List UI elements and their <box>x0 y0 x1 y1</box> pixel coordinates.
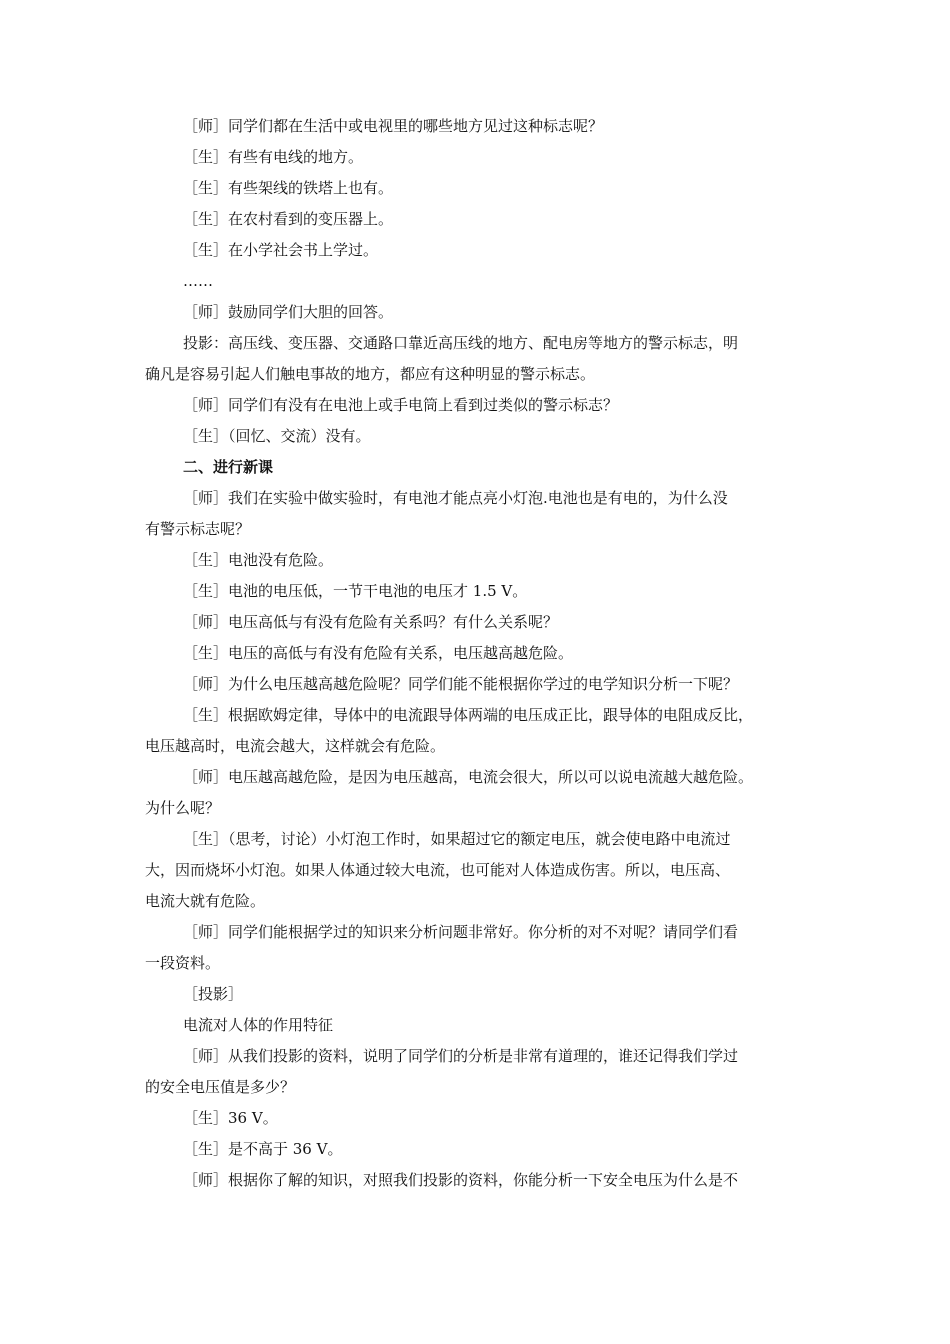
text-line: ［生］36 V。 <box>183 1109 278 1127</box>
text-line: 电流对人体的作用特征 <box>183 1016 334 1034</box>
text-line: ［生］电池没有危险。 <box>183 551 334 569</box>
text-line: ［师］同学们有没有在电池上或手电筒上看到过类似的警示标志？ <box>183 396 619 414</box>
text-line: ［师］鼓励同学们大胆的回答。 <box>183 303 394 321</box>
text-line: 的安全电压值是多少？ <box>145 1078 296 1096</box>
text-line: 确凡是容易引起人们触电事故的地方，都应有这种明显的警示标志。 <box>145 365 596 383</box>
text-line: ［生］有些架线的铁塔上也有。 <box>183 179 394 197</box>
text-line: ［生］电压的高低与有没有危险有关系，电压越高越危险。 <box>183 644 574 662</box>
text-line: …… <box>183 272 213 290</box>
text-line: ［生］有些有电线的地方。 <box>183 148 364 166</box>
text-line: ［师］电压越高越危险，是因为电压越高，电流会很大，所以可以说电流越大越危险。 <box>183 768 754 786</box>
text-line: ［生］在小学社会书上学过。 <box>183 241 379 259</box>
text-line: ［生］（思考，讨论）小灯泡工作时，如果超过它的额定电压，就会使电路中电流过 <box>183 830 731 848</box>
text-line: 一段资料。 <box>145 954 221 972</box>
text-line: ［投影］ <box>183 985 244 1003</box>
text-line: ［师］从我们投影的资料，说明了同学们的分析是非常有道理的，谁还记得我们学过 <box>183 1047 739 1065</box>
text-line: 为什么呢？ <box>145 799 221 817</box>
text-line: 投影：高压线、变压器、交通路口靠近高压线的地方、配电房等地方的警示标志，明 <box>183 334 739 352</box>
text-line: ［生］在农村看到的变压器上。 <box>183 210 394 228</box>
text-line: 电压越高时，电流会越大，这样就会有危险。 <box>145 737 446 755</box>
document-body <box>145 111 810 1196</box>
text-line: ［生］电池的电压低，一节干电池的电压才 1.5 V。 <box>183 582 528 600</box>
text-line: ［师］电压高低与有没有危险有关系吗？有什么关系呢？ <box>183 613 559 631</box>
text-line: 电流大就有危险。 <box>145 892 266 910</box>
text-line: 大，因而烧坏小灯泡。如果人体通过较大电流，也可能对人体造成伤害。所以，电压高、 <box>145 861 731 879</box>
text-line: ［生］（回忆、交流）没有。 <box>183 427 371 445</box>
text-line: 有警示标志呢？ <box>145 520 251 538</box>
text-line: ［师］我们在实验中做实验时，有电池才能点亮小灯泡.电池也是有电的，为什么没 <box>183 489 728 507</box>
text-line: ［师］同学们能根据学过的知识来分析问题非常好。你分析的对不对呢？请同学们看 <box>183 923 739 941</box>
text-line: ［师］根据你了解的知识，对照我们投影的资料，你能分析一下安全电压为什么是不 <box>183 1171 739 1189</box>
text-line: ［师］同学们都在生活中或电视里的哪些地方见过这种标志呢？ <box>183 117 604 135</box>
text-line: ［生］是不高于 36 V。 <box>183 1140 343 1158</box>
text-line: ［师］为什么电压越高越危险呢？同学们能不能根据你学过的电学知识分析一下呢？ <box>183 675 739 693</box>
section-heading: 二、进行新课 <box>183 458 274 476</box>
text-line: ［生］根据欧姆定律，导体中的电流跟导体两端的电压成正比，跟导体的电阻成反比， <box>183 706 754 724</box>
